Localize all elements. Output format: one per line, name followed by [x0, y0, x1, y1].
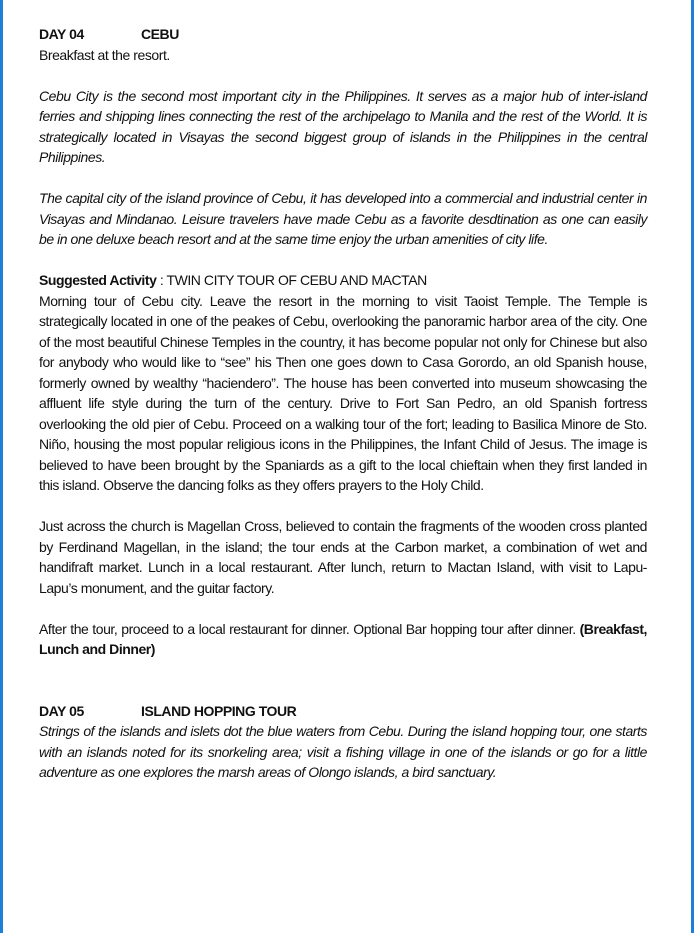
evening-text: After the tour, proceed to a local restaurant for dinner. Optional Bar hopping tour after dinner.	[39, 620, 580, 637]
activity-description: Morning tour of Cebu city. Leave the resort in the morning to visit Taoist Temple. The Temple is strategically located in one of the peakes of Cebu, overlooking the panoramic harbor area of the city. One of the most beautiful Chinese Temples in the country, it has become popular not only for Chinese but also for anybody who would like to “see” his Then one goes down to Casa Gorordo, an old Spanish house, formerly owned by wealthy “haciendero”. The house has been converted into museum showcasing the affluent life style during the turn of the century. Drive to Fort San Pedro, an old Spanish fortress overlooking the old pier of Cebu. Proceed on a walking tour of the fort; leading to Basilica Minore de Sto. Niño, housing the most popular religious icons in the Philippines, the Infant Child of Jesus. The image is believed to have been brought by the Spaniards as a gift to the local chieftain when they first landed in this island. Observe the dancing folks as they offers prayers to the Holy Child.	[39, 292, 647, 493]
day-04-intro-1: Cebu City is the second most important city in the Philippines. It serves as a major hub of inter-island ferries and shipping lines connecting the rest of the archipelago to Manila and the rest of the World. It is strategically located in Visayas the second biggest group of islands in the Philippines in the central Philippines.	[39, 87, 647, 165]
itinerary-content	[39, 24, 647, 783]
day-05-description: Strings of the islands and islets dot the blue waters from Cebu. During the island hopping tour, one starts with an islands noted for its snorkeling area; visit a fishing village in one of the islands or go for a little adventure as one explores the marsh areas of Olongo islands, a bird sanctuary.	[39, 723, 647, 780]
day-04-intro-2: The capital city of the island province of Cebu, it has developed into a commercial and industrial center in Visayas and Mindanao. Leisure travelers have made Cebu as a favorite desdtination as one can easily be in one deluxe beach resort and at the same time enjoy the urban amenities of city life.	[39, 190, 647, 247]
day-05-title: ISLAND HOPPING TOUR	[141, 702, 297, 719]
activity-label: Suggested Activity	[39, 272, 157, 288]
day-04-label: DAY 04	[39, 26, 84, 42]
day-05-label: DAY 05	[39, 702, 84, 719]
day-04-breakfast: Breakfast at the resort.	[39, 46, 170, 63]
suggested-activity-heading	[39, 270, 647, 291]
activity-name: TWIN CITY TOUR OF CEBU AND MACTAN	[166, 272, 427, 288]
activity-separator: :	[156, 272, 167, 288]
evening-paragraph	[39, 619, 647, 660]
day-04-heading	[39, 24, 647, 45]
magellan-paragraph: Just across the church is Magellan Cross, believed to contain the fragments of the wooden cross planted by Ferdinand Magellan, in the island; the tour ends at the Carbon market, a combination of wet and handifraft market. Lunch in a local restaurant. After lunch, return to Mactan Island, with visit to Lapu-Lapu’s monument, and the guitar factory.	[39, 518, 647, 596]
day-04-title: CEBU	[141, 26, 179, 42]
day-05-heading	[39, 701, 647, 722]
meals-included: (Breakfast, Lunch and Dinner)	[39, 620, 647, 657]
